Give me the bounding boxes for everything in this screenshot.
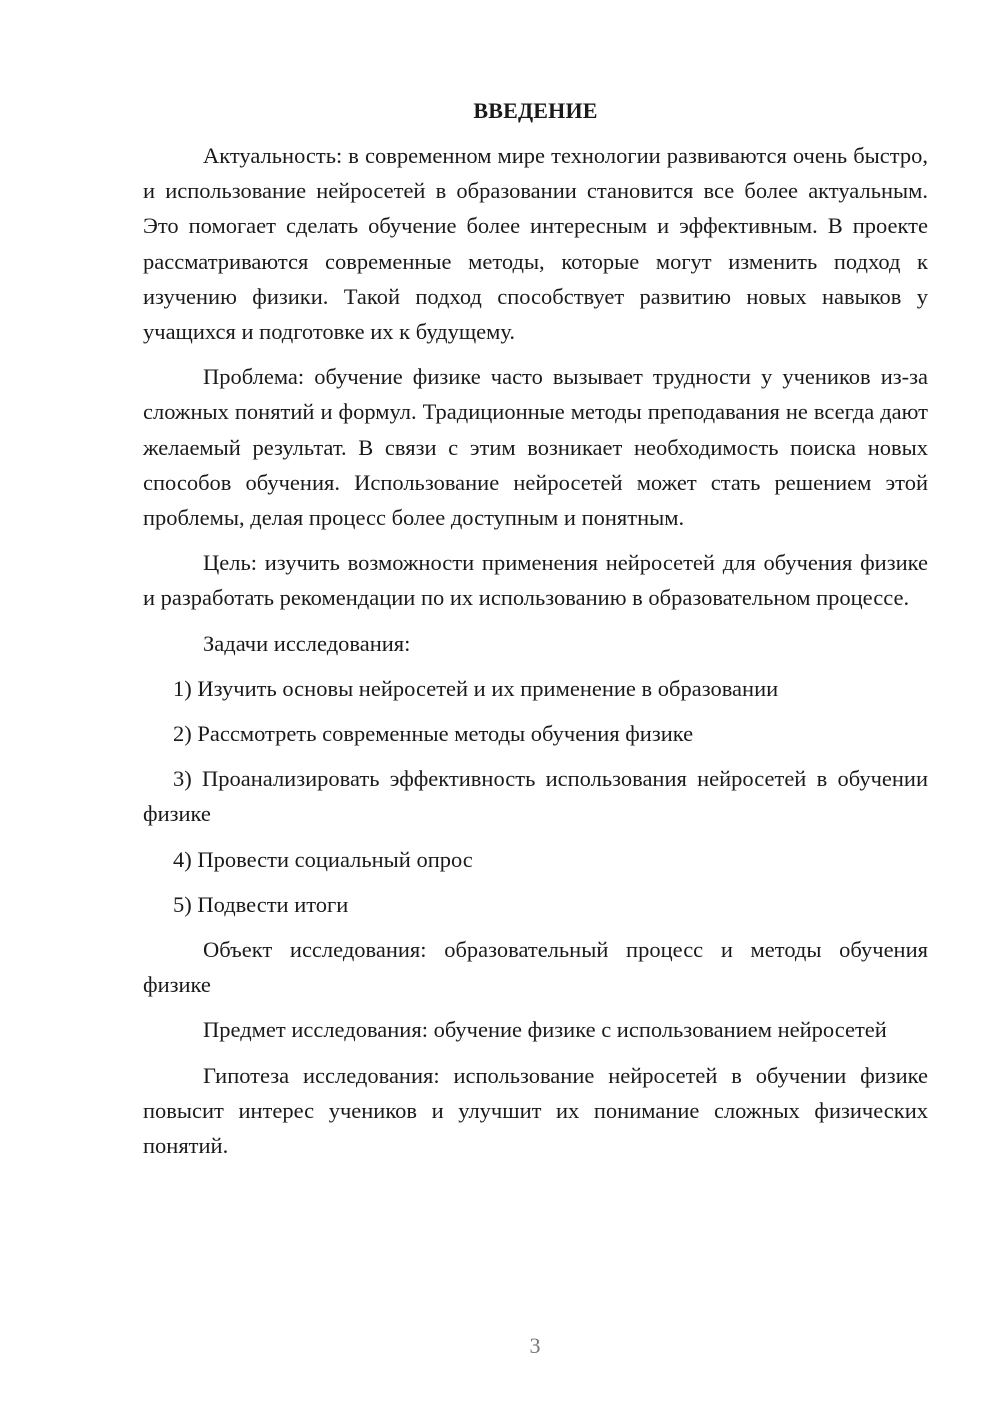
task-item-2: 2) Рассмотреть современные методы обучения физике bbox=[173, 721, 694, 747]
task-item-1: 1) Изучить основы нейросетей и их применение в образовании bbox=[173, 675, 779, 701]
page-heading: ВВЕДЕНИЕ bbox=[473, 98, 598, 123]
task-item-4: 4) Провести социальный опрос bbox=[173, 846, 473, 872]
paragraph-problem: Проблема: обучение физике часто вызывает трудности у учеников из-за сложных понятий и формул. Традиционные методы преподавания не всегда дают желаемый результат. В связи с этим возникает необходимость поиска новых способов обучения. Использование нейросетей может стать решением этой проблемы, делая процесс более доступным и понятным. bbox=[143, 364, 928, 531]
paragraph-hypothesis: Гипотеза исследования: использование нейросетей в обучении физике повысит интерес учеников и улучшит их понимание сложных физических понятий. bbox=[143, 1062, 928, 1159]
page-content bbox=[143, 96, 928, 1173]
task-item-3: 3) Проанализировать эффективность использования нейросетей в обучении физике bbox=[143, 766, 928, 827]
page-number: 3 bbox=[529, 1333, 541, 1358]
paragraph-goal: Цель: изучить возможности применения нейросетей для обучения физике и разработать рекомендации по их использованию в образовательном процессе. bbox=[143, 550, 928, 611]
task-item-5: 5) Подвести итоги bbox=[173, 891, 349, 917]
paragraph-object: Объект исследования: образовательный процесс и методы обучения физике bbox=[143, 937, 928, 998]
paragraph-relevance: Актуальность: в современном мире технологии развиваются очень быстро, и использование нейросетей в образовании становится все более актуальным. Это помогает сделать обучение более интересным и эффективным. В проекте рассматриваются современные методы, которые могут изменить подход к изучению физики. Такой подход способствует развитию новых навыков у учащихся и подготовке их к будущему. bbox=[143, 143, 928, 345]
paragraph-subject: Предмет исследования: обучение физике с использованием нейросетей bbox=[203, 1017, 887, 1043]
tasks-heading: Задачи исследования: bbox=[203, 630, 411, 656]
